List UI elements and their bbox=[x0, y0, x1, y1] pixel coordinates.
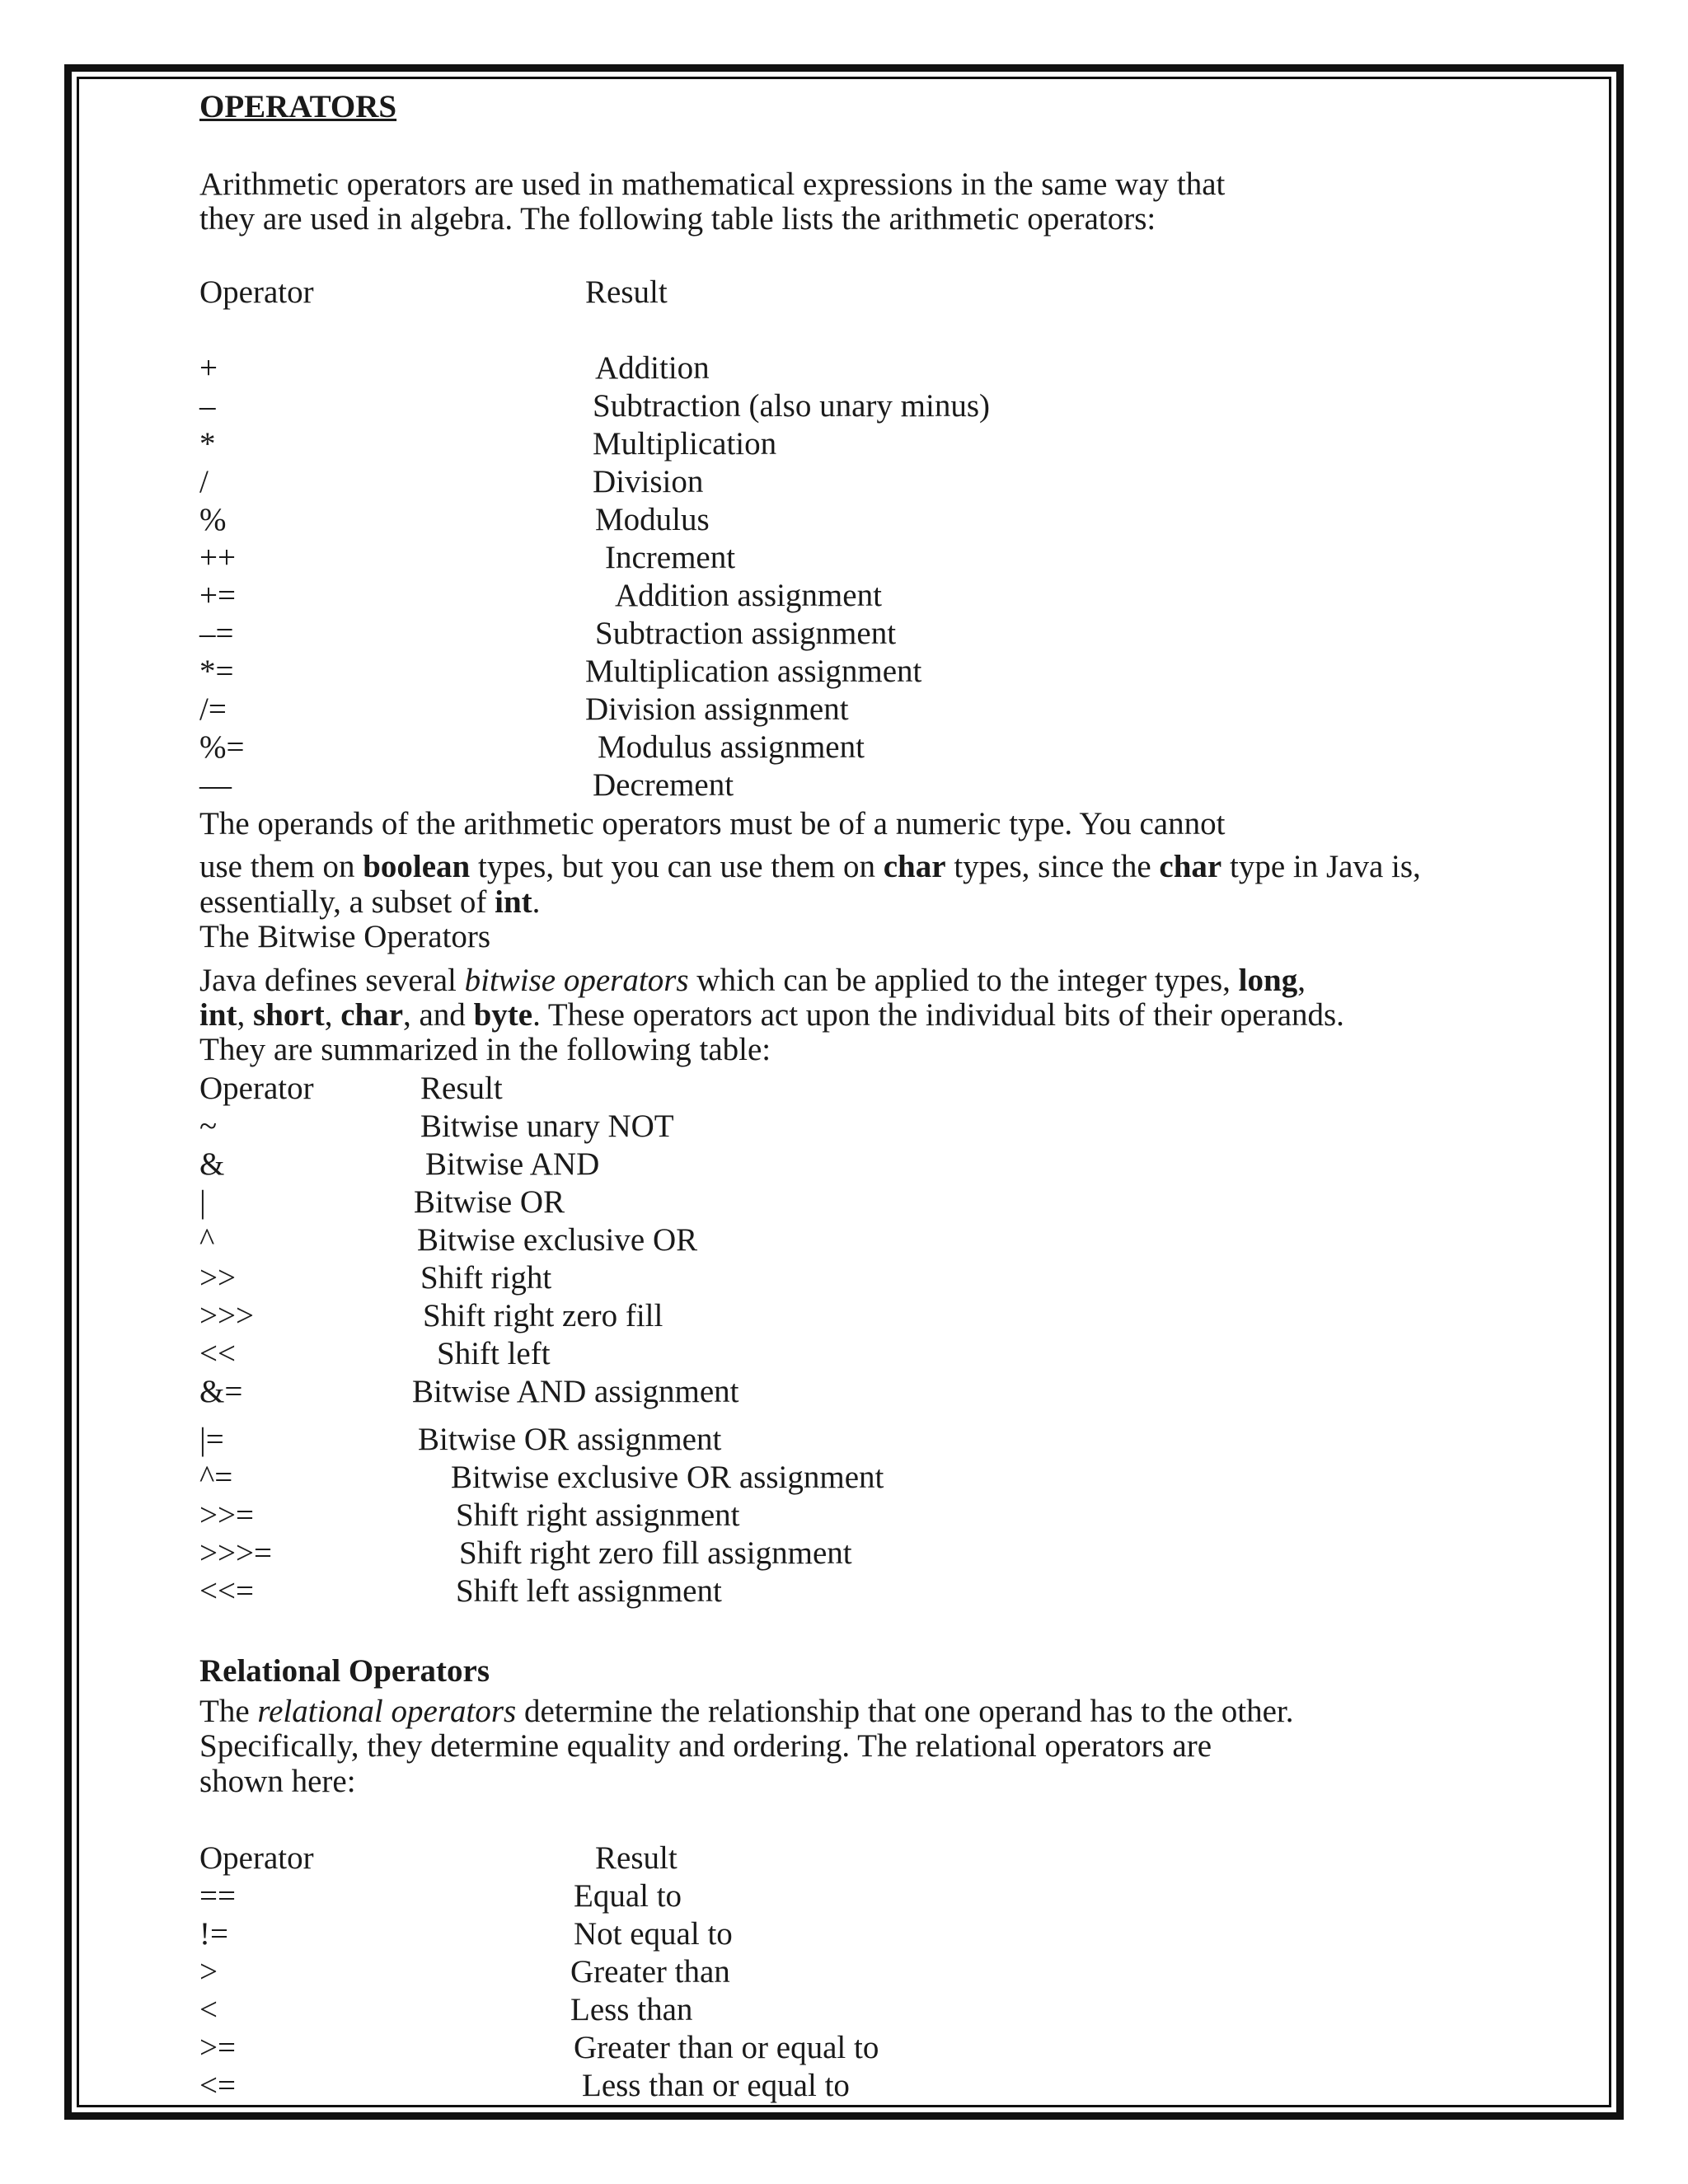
bit-result: Shift right zero fill bbox=[423, 1298, 663, 1333]
text-span: types, but you can use them on bbox=[470, 849, 884, 884]
rel-op: != bbox=[199, 1916, 228, 1952]
relational-heading: Relational Operators bbox=[199, 1653, 490, 1689]
rel-op: <= bbox=[199, 2068, 236, 2103]
arith-op: ++ bbox=[199, 540, 236, 575]
rel-result: Equal to bbox=[574, 1878, 682, 1914]
bit-result: Bitwise unary NOT bbox=[420, 1108, 674, 1144]
bit-op: << bbox=[199, 1336, 236, 1371]
arith-op: / bbox=[199, 464, 209, 499]
bit-result: Shift right assignment bbox=[456, 1497, 740, 1533]
arith-result: Subtraction assignment bbox=[595, 616, 897, 651]
bitwise-heading: The Bitwise Operators bbox=[199, 919, 491, 954]
arith-op: %= bbox=[199, 729, 245, 765]
keyword-byte: byte bbox=[473, 997, 533, 1033]
bit-result: Shift right zero fill assignment bbox=[459, 1535, 852, 1571]
rel-op: > bbox=[199, 1954, 218, 1990]
text-span: . bbox=[532, 884, 541, 920]
keyword-boolean: boolean bbox=[363, 849, 471, 884]
bit-op: ^= bbox=[199, 1460, 233, 1495]
rel-result: Greater than or equal to bbox=[574, 2030, 879, 2065]
page-title: OPERATORS bbox=[199, 89, 397, 124]
keyword-char: char bbox=[883, 849, 946, 884]
arith-op: /= bbox=[199, 691, 227, 727]
bit-op: ^ bbox=[199, 1222, 215, 1258]
arith-result: Modulus bbox=[595, 502, 710, 537]
bit-header-operator: Operator bbox=[199, 1071, 314, 1106]
bitwise-intro-line-3: They are summarized in the following table: bbox=[199, 1032, 771, 1067]
relational-intro-line-1 bbox=[199, 1694, 1294, 1730]
text-span: type in Java is, bbox=[1221, 849, 1421, 884]
rel-result: Less than or equal to bbox=[582, 2068, 850, 2103]
bit-op: & bbox=[199, 1146, 225, 1182]
text-span: types, since the bbox=[945, 849, 1160, 884]
arith-result: Decrement bbox=[593, 767, 734, 803]
rel-result: Not equal to bbox=[574, 1916, 733, 1952]
arith-header-result: Result bbox=[585, 274, 668, 310]
term-relational-operators: relational operators bbox=[257, 1694, 517, 1729]
text-span: determine the relationship that one operand has to the other. bbox=[516, 1694, 1294, 1729]
arith-op: += bbox=[199, 578, 236, 613]
arith-result: Subtraction (also unary minus) bbox=[593, 388, 990, 424]
arith-header-operator: Operator bbox=[199, 274, 314, 310]
bit-op: >> bbox=[199, 1260, 236, 1296]
bit-op: &= bbox=[199, 1374, 243, 1409]
bit-result: Bitwise OR assignment bbox=[418, 1422, 722, 1457]
bit-result: Shift right bbox=[420, 1260, 552, 1296]
text-span: , bbox=[237, 997, 254, 1033]
text-span: use them on bbox=[199, 849, 363, 884]
arith-result: Division assignment bbox=[585, 691, 849, 727]
rel-header-result: Result bbox=[595, 1840, 678, 1876]
text-span: which can be applied to the integer types, bbox=[688, 963, 1239, 998]
arith-op: – bbox=[199, 388, 216, 424]
bit-op: >>= bbox=[199, 1497, 254, 1533]
keyword-short: short bbox=[253, 997, 325, 1033]
bit-header-result: Result bbox=[420, 1071, 503, 1106]
rel-result: Less than bbox=[570, 1992, 693, 2027]
bit-op: | bbox=[199, 1184, 206, 1220]
text-span: essentially, a subset of bbox=[199, 884, 495, 920]
arith-result: Addition assignment bbox=[615, 578, 882, 613]
bit-result: Bitwise OR bbox=[414, 1184, 565, 1220]
bit-result: Shift left assignment bbox=[456, 1573, 722, 1609]
bitwise-intro-line-1 bbox=[199, 963, 1306, 999]
bit-op: |= bbox=[199, 1422, 224, 1457]
bit-op: ~ bbox=[199, 1108, 218, 1144]
rel-op: == bbox=[199, 1878, 236, 1914]
keyword-char: char bbox=[1159, 849, 1222, 884]
bit-op: >>>= bbox=[199, 1535, 272, 1571]
rel-op: >= bbox=[199, 2030, 236, 2065]
arith-result: Increment bbox=[605, 540, 736, 575]
keyword-int: int bbox=[199, 997, 237, 1033]
arith-result: Multiplication bbox=[593, 426, 777, 462]
arith-op: % bbox=[199, 502, 227, 537]
relational-intro-line-3: shown here: bbox=[199, 1764, 356, 1799]
bitwise-intro-line-2 bbox=[199, 997, 1344, 1033]
arith-result: Modulus assignment bbox=[598, 729, 865, 765]
bit-op: <<= bbox=[199, 1573, 254, 1609]
text-span: , and bbox=[403, 997, 474, 1033]
bit-result: Bitwise AND bbox=[425, 1146, 600, 1182]
text-span: Java defines several bbox=[199, 963, 465, 998]
arith-op: — bbox=[199, 767, 232, 803]
intro-line-1: Arithmetic operators are used in mathematical expressions in the same way that bbox=[199, 166, 1226, 202]
operands-note-line-2 bbox=[199, 849, 1421, 885]
intro-line-2: they are used in algebra. The following table lists the arithmetic operators: bbox=[199, 201, 1156, 237]
rel-result: Greater than bbox=[570, 1954, 730, 1990]
bit-result: Bitwise exclusive OR bbox=[417, 1222, 698, 1258]
arith-result: Addition bbox=[595, 350, 710, 386]
relational-intro-line-2: Specifically, they determine equality and ordering. The relational operators are bbox=[199, 1728, 1212, 1764]
text-span: . These operators act upon the individual bits of their operands. bbox=[532, 997, 1344, 1033]
arith-op: *= bbox=[199, 654, 234, 689]
bit-result: Shift left bbox=[437, 1336, 551, 1371]
arith-result: Multiplication assignment bbox=[585, 654, 922, 689]
keyword-char: char bbox=[340, 997, 403, 1033]
rel-op: < bbox=[199, 1992, 218, 2027]
keyword-long: long bbox=[1238, 963, 1298, 998]
bit-op: >>> bbox=[199, 1298, 254, 1333]
arith-result: Division bbox=[593, 464, 704, 499]
text-span: , bbox=[324, 997, 341, 1033]
operands-note-line-1: The operands of the arithmetic operators must be of a numeric type. You cannot bbox=[199, 806, 1226, 841]
bit-result: Bitwise AND assignment bbox=[412, 1374, 739, 1409]
arith-op: –= bbox=[199, 616, 234, 651]
arith-op: * bbox=[199, 426, 216, 462]
keyword-int: int bbox=[495, 884, 532, 920]
text-span: The bbox=[199, 1694, 258, 1729]
bit-result: Bitwise exclusive OR assignment bbox=[451, 1460, 884, 1495]
rel-header-operator: Operator bbox=[199, 1840, 314, 1876]
arith-op: + bbox=[199, 350, 218, 386]
term-bitwise-operators: bitwise operators bbox=[464, 963, 689, 998]
operands-note-line-3 bbox=[199, 884, 540, 921]
text-span: , bbox=[1297, 963, 1306, 998]
